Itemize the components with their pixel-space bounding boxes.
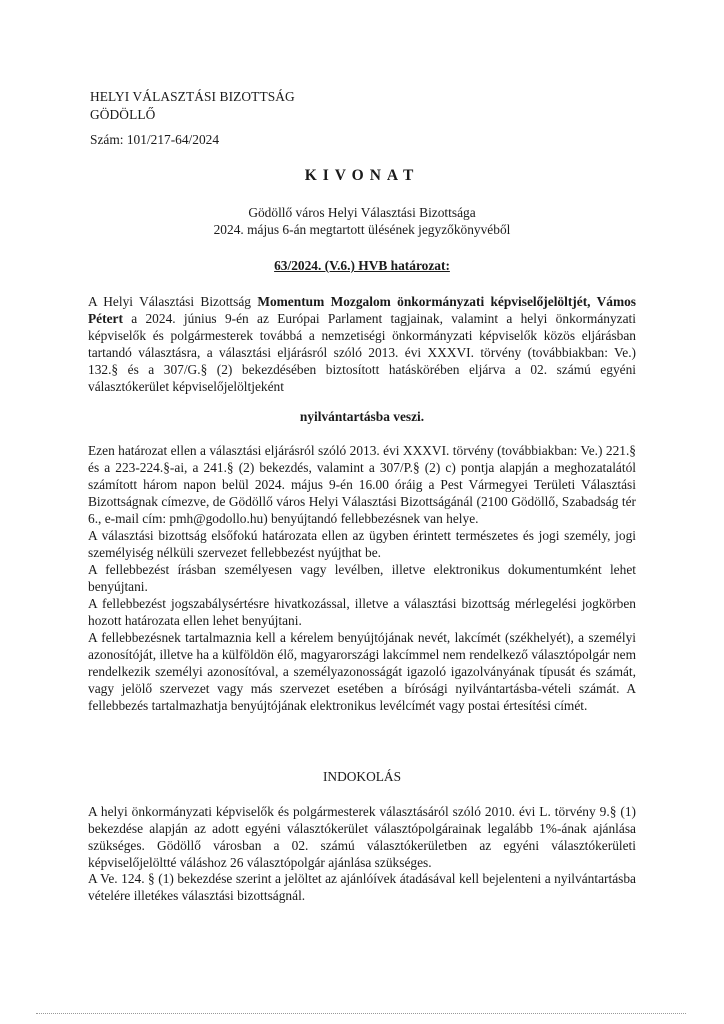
decision-intro: A Helyi Választási Bizottság [88, 294, 258, 309]
decision-paragraph [88, 293, 636, 395]
document-subtitle [0, 204, 724, 238]
appeal-paragraph-5: A fellebbezésnek tartalmaznia kell a kérelem benyújtójának nevét, lakcímét (székhelyét), a személyi azonosítóját, illetve ha a külföldön élő, magyarországi lakcímmel nem rendelkező választópolgár nem rendelkezik személyi azonosítóval, a személyazonosságát igazoló igazolványának típusát és számát, vagy jelölő szervezet vagy más szervezet esetében a bírósági nyilvántartásba-vételi számát. A fellebbezés tartalmazhatja benyújtójának elektronikus levélcímét vagy postai értesítési címét. [88, 630, 636, 713]
decision-candidate: Momentum Mozgalom önkormányzati képviselőjelöltjét, Vámos Pétert [88, 294, 637, 326]
authority-name: HELYI VÁLASZTÁSI BIZOTTSÁG [90, 89, 295, 104]
decision-body: a 2024. június 9-én az Európai Parlament tagjainak, valamint a helyi önkormányzati képviselők és polgármesterek továbbá a nemzetiségi önkormányzati képviselők közös eljárásban tartandó választásra, a választási eljárásról szóló 2013. évi XXXVI. törvény (továbbiakban: Ve.) 132.§ és a 307/G.§ (2) bekezdésében biztosított hatáskörében eljárva a 02. számú egyéni választókerület képviselőjelöltjeként [88, 311, 636, 394]
document-number: Szám: 101/217-64/2024 [90, 132, 220, 147]
reasoning-paragraph-2: A Ve. 124. § (1) bekezdése szerint a jelöltet az ajánlóívek átadásával kell bejelenteni a nyilvántartásba vételére illetékes választási bizottságnál. [88, 871, 636, 903]
subtitle-line-2: 2024. május 6-án megtartott ülésének jegyzőkönyvéből [213, 222, 511, 237]
resolution-number: 63/2024. (V.6.) HVB határozat: [274, 258, 450, 273]
footer-divider [36, 1013, 686, 1014]
appeal-section [88, 442, 636, 714]
issuing-authority [90, 88, 295, 124]
authority-city: GÖDÖLLŐ [90, 107, 156, 122]
appeal-paragraph-3: A fellebbezést írásban személyesen vagy levélben, illetve elektronikus dokumentumként lehet benyújtani. [88, 562, 636, 594]
appeal-paragraph-4: A fellebbezést jogszabálysértésre hivatkozással, illetve a választási bizottság mérlegelési jogkörben hozott határozata ellen lehet benyújtani. [88, 596, 636, 628]
decision-verb: nyilvántartásba veszi. [299, 409, 425, 424]
reasoning-paragraph-1: A helyi önkormányzati képviselők és polgármesterek választásáról szóló 2010. évi L. törvény 9.§ (1) bekezdése alapján az adott egyéni választókerület választópolgárainak legalább 1%-ának ajánlása szükséges. Gödöllő városban a 02. számú választókerületben az egyéni választókerületi képviselőjelöltté váláshoz 26 választópolgár ajánlása szükséges. [88, 804, 636, 870]
document-title: KIVONAT [304, 167, 420, 184]
appeal-paragraph-2: A választási bizottság elsőfokú határozata ellen az ügyben érintett természetes és jogi személy, jogi személyiség nélküli szervezet fellebbezést nyújthat be. [88, 528, 636, 560]
subtitle-line-1: Gödöllő város Helyi Választási Bizottsága [248, 205, 476, 220]
appeal-paragraph-1: Ezen határozat ellen a választási eljárásról szóló 2013. évi XXXVI. törvény (továbbiakban: Ve.) 221.§ és a 223-224.§-ai, a 241.§ (2) bekezdés, valamint a 307/P.§ (2) c) pontja alapján a meghozatalától számított három napon belül 2024. május 9-én 16.00 óráig a Pest Vármegyei Területi Választási Bizottságnak címezve, de Gödöllő város Helyi Választási Bizottságánál (2100 Gödöllő, Szabadság tér 6., e-mail cím: pmh@godollo.hu) benyújtandó fellebbezésnek van helye. [88, 443, 636, 526]
reasoning-heading: INDOKOLÁS [322, 769, 402, 784]
